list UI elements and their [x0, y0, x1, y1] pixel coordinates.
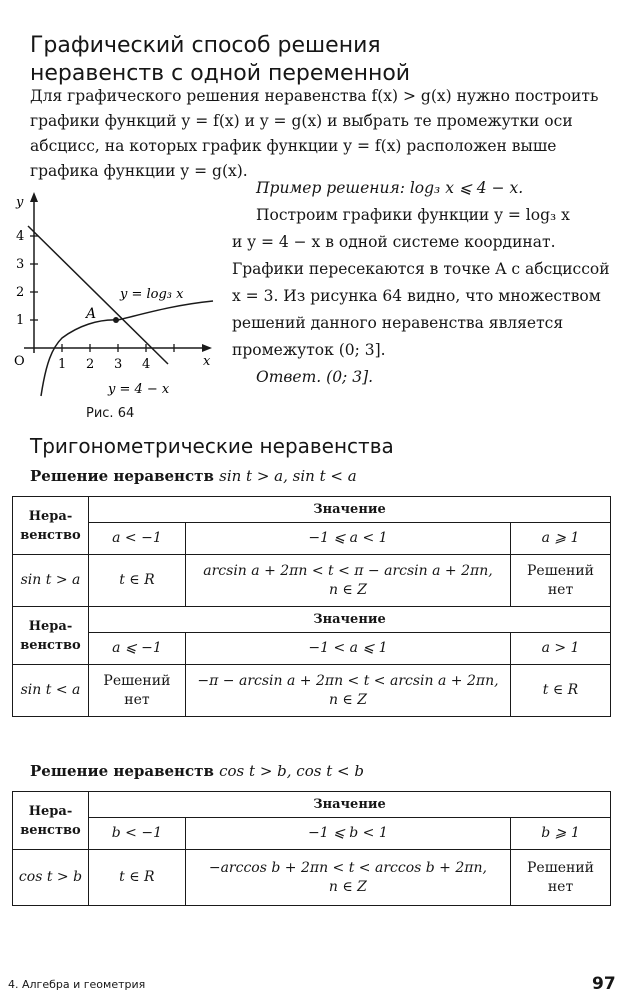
condition-cell: a ⩾ 1: [511, 523, 611, 555]
cos-subtitle: [30, 762, 364, 780]
header-value: Значение: [88, 792, 610, 818]
sin-subtitle-text: Решение неравенств: [30, 467, 214, 485]
example-line: Графики пересекаются в точке A с абсциссой: [232, 260, 610, 278]
section-title-line-1: Графический способ решения: [30, 33, 381, 58]
inequality-label: sin t > a: [13, 555, 89, 607]
inequality-label: cos t > b: [13, 850, 89, 906]
solution-cell: arcsin a + 2πn < t < π − arcsin a + 2πn, n ∈ Z: [185, 555, 510, 607]
trig-section-title: Тригонометрические неравенства: [30, 434, 394, 458]
x-tick-label: 4: [142, 357, 151, 372]
cos-subtitle-formula: cos t > b, cos t < b: [219, 762, 364, 780]
x-axis-label: x: [203, 354, 211, 369]
origin-label: O: [14, 354, 25, 369]
x-tick-label: 1: [58, 357, 67, 372]
example-heading: Пример решения: log₃ x ⩽ 4 − x.: [256, 179, 524, 197]
intro-line: графики функций y = f(x) и y = g(x) и выбрать те промежутки оси: [30, 112, 573, 130]
solution-cell: −π − arcsin a + 2πn < t < arcsin a + 2πn, n ∈ Z: [185, 665, 510, 717]
graph-figure: [8, 188, 223, 406]
x-axis-arrow: [202, 344, 212, 352]
condition-cell: a ⩽ −1: [88, 633, 185, 665]
intersection-point: [113, 317, 119, 323]
y-axis-label: y: [16, 195, 24, 210]
figure-caption: Рис. 64: [86, 406, 135, 421]
header-inequality: Нера- венство: [13, 792, 89, 850]
example-line: решений данного неравенства является: [232, 314, 564, 332]
condition-cell: a > 1: [511, 633, 611, 665]
condition-cell: b < −1: [88, 818, 185, 850]
condition-cell: −1 < a ⩽ 1: [185, 633, 510, 665]
solution-cell: Решений нет: [511, 555, 611, 607]
example-line: и y = 4 − x в одной системе координат.: [232, 233, 556, 251]
header-inequality: Нера- венство: [13, 497, 89, 555]
sin-subtitle-formula: sin t > a, sin t < a: [219, 467, 357, 485]
log-curve-label: y = log₃ x: [120, 287, 184, 302]
y-tick-label: 1: [16, 313, 25, 328]
intro-line: Для графического решения неравенства f(x) > g(x) нужно построить: [30, 87, 599, 105]
cos-subtitle-text: Решение неравенств: [30, 762, 214, 780]
y-tick-label: 2: [16, 285, 25, 300]
condition-cell: −1 ⩽ b < 1: [185, 818, 510, 850]
solution-cell: t ∈ R: [88, 555, 185, 607]
cos-inequality-table: [12, 791, 611, 906]
intro-paragraph: [30, 84, 612, 184]
y-tick-label: 3: [16, 257, 25, 272]
solution-cell: Решений нет: [88, 665, 185, 717]
point-label: A: [86, 306, 97, 322]
intro-line: абсцисс, на которых график функции y = f(x) расположен выше: [30, 137, 557, 155]
header-value: Значение: [88, 607, 610, 633]
line-label: y = 4 − x: [108, 382, 170, 397]
condition-cell: −1 ⩽ a < 1: [185, 523, 510, 555]
y-tick-label: 4: [16, 229, 25, 244]
example-paragraph: [232, 175, 612, 391]
section-title-line-2: неравенств с одной переменной: [30, 61, 411, 86]
solution-cell: Решений нет: [511, 850, 611, 906]
x-tick-label: 3: [114, 357, 123, 372]
example-line: Построим графики функции y = log₃ x: [256, 206, 570, 224]
page-number: 97: [592, 974, 616, 994]
footer-section-label: 4. Алгебра и геометрия: [8, 978, 146, 991]
header-value: Значение: [88, 497, 610, 523]
condition-cell: a < −1: [88, 523, 185, 555]
example-line: промежуток (0; 3].: [232, 341, 386, 359]
y-axis-arrow: [30, 192, 38, 202]
inequality-label: sin t < a: [13, 665, 89, 717]
condition-cell: b ⩾ 1: [511, 818, 611, 850]
header-inequality: Нера- венство: [13, 607, 89, 665]
solution-cell: −arccos b + 2πn < t < arccos b + 2πn, n ∈ Z: [185, 850, 510, 906]
example-answer: Ответ. (0; 3].: [256, 368, 374, 386]
intro-line: графика функции y = g(x).: [30, 162, 248, 180]
solution-cell: t ∈ R: [511, 665, 611, 717]
solution-cell: t ∈ R: [88, 850, 185, 906]
x-tick-label: 2: [86, 357, 95, 372]
sin-inequality-table: [12, 496, 611, 717]
section-title: [30, 32, 410, 88]
sin-subtitle: [30, 467, 357, 485]
example-line: x = 3. Из рисунка 64 видно, что множеством: [232, 287, 601, 305]
